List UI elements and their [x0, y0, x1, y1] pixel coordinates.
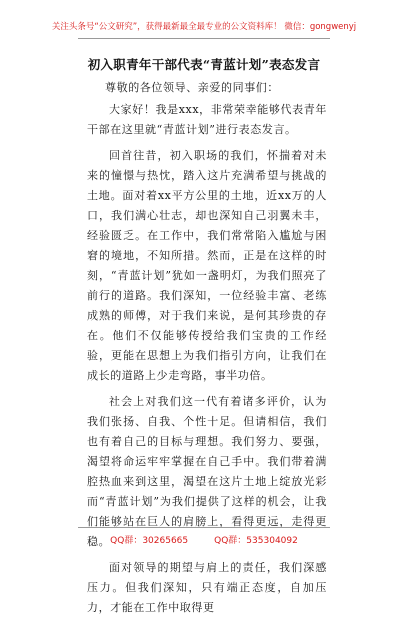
header-divider — [78, 38, 330, 39]
footer-qq-group-1: QQ群：30265665 — [110, 536, 189, 546]
footer-contact — [0, 533, 408, 546]
salutation: 尊敬的各位领导、亲爱的同事们： — [105, 81, 279, 94]
paragraph-1: 大家好！我是xxx，非常荣幸能够代表青年干部在这里就“青蓝计划”进行表态发言。 — [87, 103, 327, 136]
paragraph-4: 面对领导的期望与肩上的责任，我们深感压力。但我们深知，只有端正态度，自加压力，才能在工作中取得更 — [87, 561, 327, 614]
footer-qq-group-2: QQ群：535304092 — [214, 536, 298, 546]
document-title: 初入职青年干部代表“青蓝计划”表态发言 — [87, 57, 321, 72]
footer-divider — [78, 527, 330, 528]
header-promo-banner: 关注头条号“公文研究”，获得最新最全最专业的公文资料库！ 微信：gongwenyj — [51, 22, 357, 32]
paragraph-3: 社会上对我们这一代有着诸多评价，认为我们张扬、自我、个性十足。但请相信，我们也有着自己的目标与理想。我们努力、要强，渴望将命运牢牢掌握在自己手中。我们带着满腔热血来到这里，渴望在这片土地上绽放光彩而“青蓝计划”为我们提供了这样的机会，让我们能够站在巨人的肩膀上，看得更远，走得更稳。 — [87, 395, 327, 548]
paragraph-2: 回首往昔，初入职场的我们，怀揣着对未来的憧憬与热忱，踏入这片充满希望与挑战的土地。面对着xx平方公里的土地，近xx万的人口，我们满心壮志，却也深知自己羽翼未丰，经验匮乏。在工作中，我们常常陷入尴尬与困窘的境地，不知所措。然而，正是在这样的时刻，“青蓝计划”犹如一盏明灯，为我们照亮了前行的道路。我们深知，一位经验丰富、老练成熟的师傅，对于我们来说，是何其珍贵的存在。他们不仅能够传授给我们宝贵的工作经验，更能在思想上为我们指引方向，让我们在成长的道路上少走弯路，事半功倍。 — [87, 149, 327, 382]
